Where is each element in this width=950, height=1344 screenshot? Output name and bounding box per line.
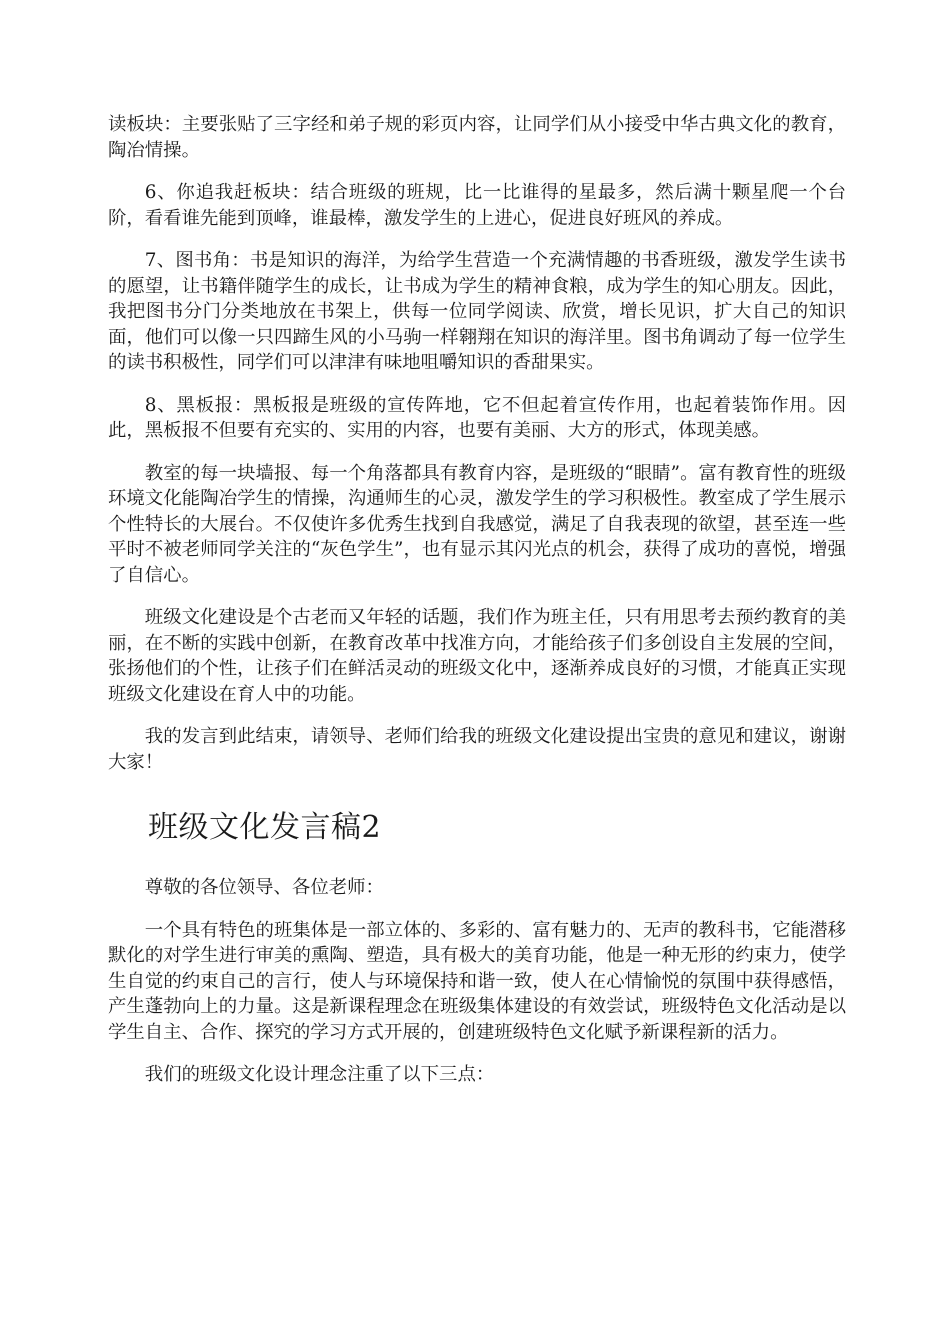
paragraph-classroom-walls: 教室的每一块墙报、每一个角落都具有教育内容，是班级的“眼睛”。富有教育性的班级环境文化能陶冶学生的情操，沟通师生的心灵，激发学生的学习积极性。教室成了学生展示个性特长的大展台。不仅使许多优秀生找到自我感觉，满足了自我表现的欲望，甚至连一些平时不被老师同学关注的“灰色学生”，也有显示其闪光点的机会，获得了成功的喜悦，增强了自信心。 [108, 462, 846, 586]
paragraph-blackboard: 8、黑板报：黑板报是班级的宣传阵地，它不但起着宣传作用，也起着装饰作用。因此，黑板报不但要有充实的、实用的内容，也要有美丽、大方的形式，体现美感。 [108, 394, 846, 441]
section-heading: 班级文化发言稿2 [148, 810, 382, 845]
paragraph-reading-board: 读板块：主要张贴了三字经和弟子规的彩页内容，让同学们从小接受中华古典文化的教育，陶冶情操。 [108, 114, 846, 161]
paragraph-book-corner: 7、图书角：书是知识的海洋，为给学生营造一个充满情趣的书香班级，激发学生读书的愿望，让书籍伴随学生的成长，让书成为学生的精神食粮，成为学生的知心朋友。因此，我把图书分门分类地放在书架上，供每一位同学阅读、欣赏，增长见识，扩大自己的知识面，他们可以像一只四蹄生风的小马驹一样翱翔在知识的海洋里。图书角调动了每一位学生的读书积极性，同学们可以津津有味地咀嚼知识的香甜果实。 [108, 250, 846, 373]
paragraph-closing: 我的发言到此结束，请领导、老师们给我的班级文化建设提出宝贵的意见和建议，谢谢大家！ [108, 726, 846, 773]
paragraph-special-class: 一个具有特色的班集体是一部立体的、多彩的、富有魅力的、无声的教科书，它能潜移默化的对学生进行审美的熏陶、塑造，具有极大的美育功能，他是一种无形的约束力，使学生自觉的约束自己的言行，使人与环境保持和谐一致，使人在心情愉悦的氛围中获得感悟，产生蓬勃向上的力量。这是新课程理念在班级集体建设的有效尝试，班级特色文化活动是以学生自主、合作、探究的学习方式开展的，创建班级特色文化赋予新课程新的活力。 [108, 919, 846, 1043]
paragraph-culture-building: 班级文化建设是个古老而又年轻的话题，我们作为班主任，只有用思考去预约教育的美丽，在不断的实践中创新，在教育改革中找准方向，才能给孩子们多创设自主发展的空间，张扬他们的个性，让孩子们在鲜活灵动的班级文化中，逐渐养成良好的习惯，才能真正实现班级文化建设在育人中的功能。 [108, 607, 846, 705]
paragraph-salutation: 尊敬的各位领导、各位老师： [144, 877, 384, 898]
paragraph-chase-board: 6、你追我赶板块：结合班级的班规，比一比谁得的星最多，然后满十颗星爬一个台阶，看看谁先能到顶峰，谁最棒，激发学生的上进心，促进良好班风的养成。 [108, 182, 846, 229]
document-page [108, 112, 846, 1088]
paragraph-design-concept: 我们的班级文化设计理念注重了以下三点： [144, 1064, 495, 1085]
